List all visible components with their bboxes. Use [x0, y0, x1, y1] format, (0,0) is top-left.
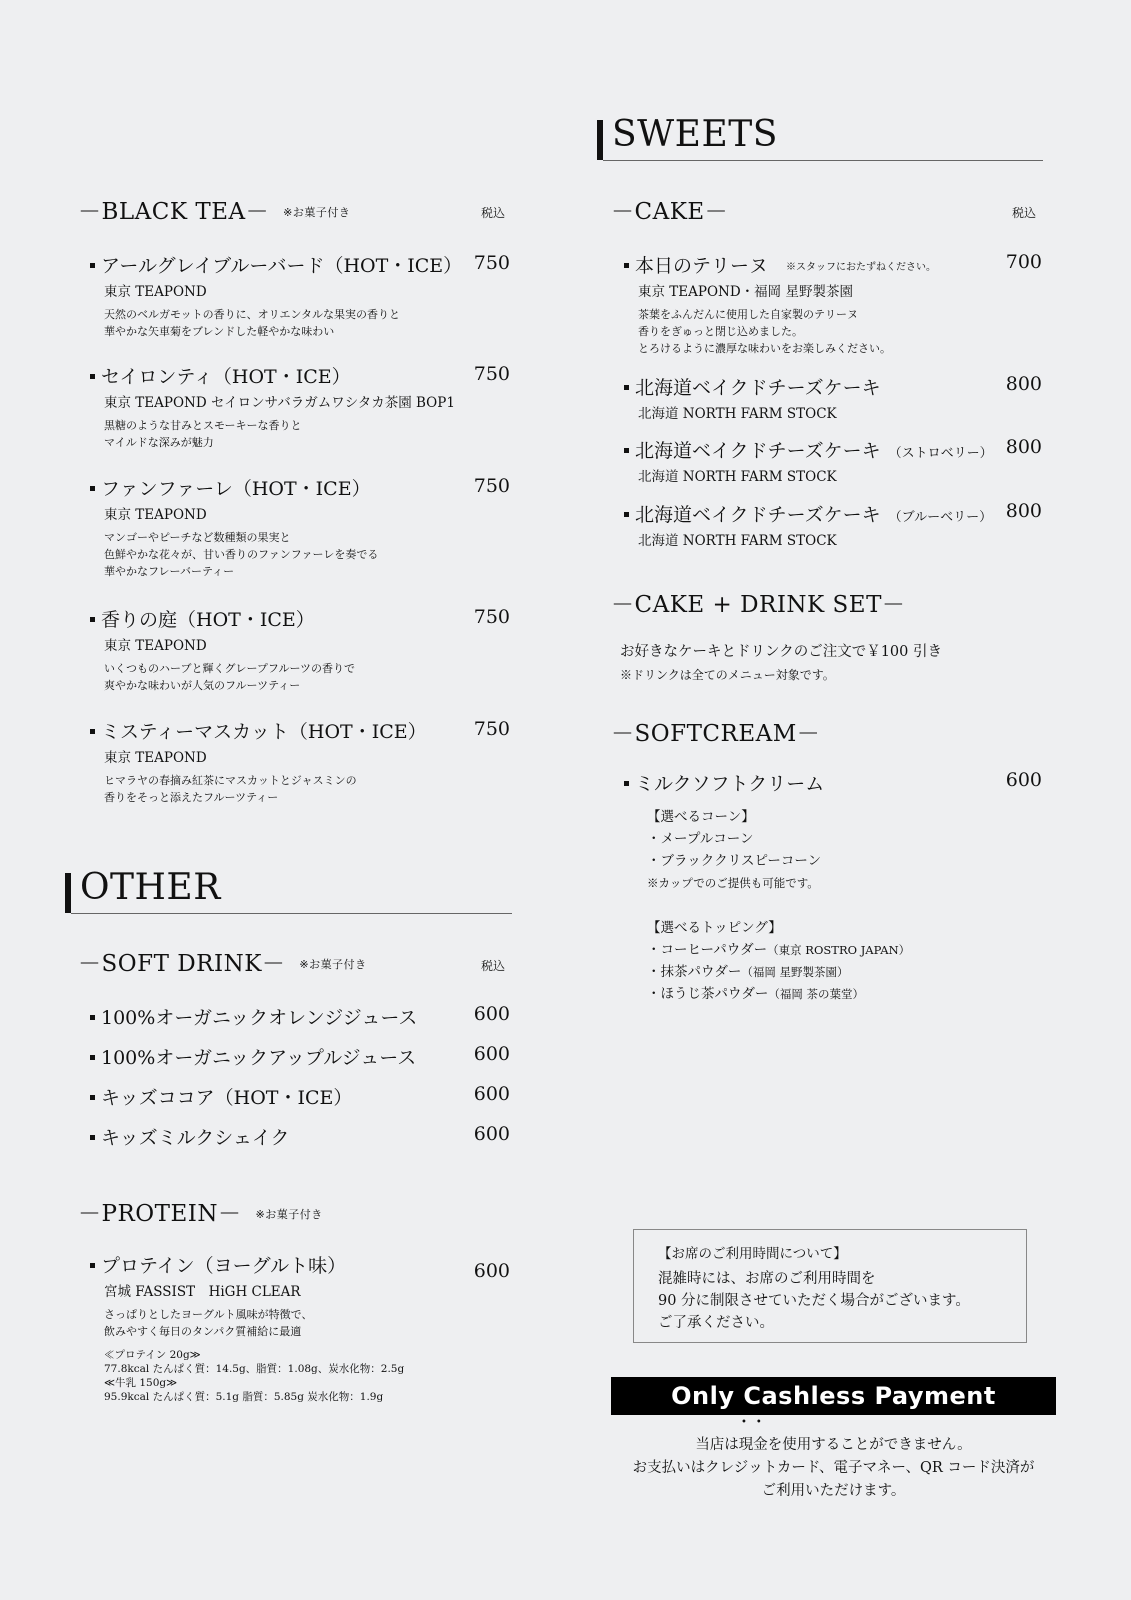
black-tea-title: －BLACK TEA－: [78, 199, 270, 225]
protein-note: ※お菓子付き: [255, 1208, 323, 1221]
item-description: いくつものハーブと輝くグレープフルーツの香りで 爽やかな味わいが人気のフルーツティー: [104, 662, 356, 692]
soft-drink-item: [90, 1043, 416, 1070]
item-price: 600: [473, 1123, 510, 1145]
sweets-title-bar: [597, 120, 603, 160]
item-origin: 東京 TEAPOND・福岡 星野製茶園: [638, 284, 853, 300]
item-name: ミスティーマスカット（HOT・ICE）: [101, 721, 427, 743]
item-origin: 北海道 NORTH FARM STOCK: [638, 533, 837, 549]
topping-option: ・抹茶パウダー: [647, 964, 742, 980]
item-price: 750: [473, 252, 510, 274]
topping-title: 【選べるトッピング】: [647, 920, 782, 936]
softcream-item: [624, 769, 824, 796]
other-title: OTHER: [80, 867, 221, 908]
bullet-icon: [624, 512, 629, 517]
protein-item: [90, 1251, 404, 1404]
cone-options: [647, 806, 821, 894]
item-origin: 東京 TEAPOND セイロンサバラガムワシタカ茶園 BOP1: [104, 395, 455, 411]
soft-drink-heading: [78, 945, 367, 978]
item-name: 北海道ベイクドチーズケーキ: [635, 504, 881, 526]
item-name: ミルクソフトクリーム: [635, 773, 825, 795]
set-offer-text: お好きなケーキとドリンクのご注文で￥100 引き: [620, 644, 942, 660]
bullet-icon: [90, 617, 95, 622]
bullet-icon: [90, 1135, 95, 1140]
protein-title: －PROTEIN－: [78, 1201, 242, 1227]
cake-item-cheesecake-strawberry: [624, 436, 993, 485]
notice-title: 【お席のご利用時間について】: [658, 1246, 847, 1262]
cashless-emphasis-dots: ••: [741, 1417, 771, 1428]
item-name: 100%オーガニックオレンジジュース: [101, 1007, 418, 1029]
set-offer-note: ※ドリンクは全てのメニュー対象です。: [620, 668, 835, 682]
cake-tax-label: 税込: [1012, 206, 1037, 220]
item-name: 香りの庭（HOT・ICE）: [101, 609, 315, 631]
tea-item-earl-grey: [90, 251, 462, 340]
black-tea-tax-label: 税込: [481, 206, 506, 220]
item-price: 800: [1005, 436, 1042, 458]
item-description: ヒマラヤの春摘み紅茶にマスカットとジャスミンの 香りをそっと添えたフルーツティー: [104, 774, 357, 804]
item-price: 600: [1005, 769, 1042, 791]
bullet-icon: [90, 1095, 95, 1100]
cake-item-cheesecake: [624, 373, 881, 422]
item-price: 800: [1005, 373, 1042, 395]
bullet-icon: [624, 385, 629, 390]
notice-body: 混雑時には、お席のご利用時間を 90 分に制限させていただく場合がございます。 ご了承ください。: [658, 1271, 970, 1331]
sweets-title: SWEETS: [612, 114, 778, 155]
item-origin: 宮城 FASSIST HiGH CLEAR: [104, 1284, 301, 1300]
item-description: 黒糖のような甘みとスモーキーな香りと マイルドな深みが魅力: [104, 419, 302, 449]
cashless-text: [611, 1434, 1056, 1503]
item-name: 北海道ベイクドチーズケーキ: [635, 440, 881, 462]
item-origin: 東京 TEAPOND: [104, 507, 207, 523]
item-price: 800: [1005, 500, 1042, 522]
item-name: ファンファーレ（HOT・ICE）: [101, 478, 371, 500]
item-origin: 北海道 NORTH FARM STOCK: [638, 469, 837, 485]
soft-drink-item: [90, 1003, 417, 1030]
item-price: 600: [473, 1043, 510, 1065]
topping-options: [647, 917, 910, 1005]
cashless-line: 当店は現金を使用することができません。: [695, 1437, 972, 1453]
protein-heading: [78, 1195, 323, 1228]
soft-drink-item: [90, 1123, 289, 1150]
item-origin: 東京 TEAPOND: [104, 638, 207, 654]
soft-drink-note: ※お菓子付き: [299, 958, 367, 971]
cone-title: 【選べるコーン】: [647, 809, 755, 825]
item-name: プロテイン（ヨーグルト味）: [101, 1255, 347, 1277]
item-price: 600: [473, 1083, 510, 1105]
item-name: アールグレイブルーバード（HOT・ICE）: [101, 255, 463, 277]
cake-drink-set-heading: －CAKE + DRINK SET－: [611, 592, 906, 618]
cup-note: ※カップでのご提供も可能です。: [647, 876, 819, 890]
item-description: 天然のベルガモットの香りに、オリエンタルな果実の香りと 華やかな矢車菊をブレンドした軽やかな味わい: [104, 308, 401, 338]
bullet-icon: [90, 1055, 95, 1060]
cashless-line: ご利用いただけます。: [761, 1483, 906, 1499]
item-price: 750: [473, 363, 510, 385]
item-price: 750: [473, 475, 510, 497]
cone-option: ・メープルコーン: [647, 831, 754, 847]
cone-option: ・ブラッククリスピーコーン: [647, 853, 822, 869]
item-variant: （ストロベリー）: [888, 446, 993, 461]
cake-item-terrine: [624, 251, 936, 357]
item-price: 600: [473, 1003, 510, 1025]
tea-item-misty-muscat: [90, 717, 427, 806]
item-name: キッズココア（HOT・ICE）: [101, 1087, 353, 1109]
cashless-banner: Only Cashless Payment: [611, 1377, 1056, 1415]
item-origin: 北海道 NORTH FARM STOCK: [638, 406, 837, 422]
seating-time-notice: [633, 1229, 1027, 1343]
nutrition-facts: ≪プロテイン 20g≫ 77.8kcal たんぱく質：14.5g、脂質：1.08g、炭水化物：2.5g ≪牛乳 150g≫ 95.9kcal たんぱく質：5.1g 脂質：5.85g 炭水化物：1.9g: [104, 1349, 405, 1403]
soft-drink-item: [90, 1083, 352, 1110]
bullet-icon: [90, 486, 95, 491]
tea-item-ceylon: [90, 362, 455, 451]
topping-origin: （東京 ROSTRO JAPAN）: [767, 943, 911, 957]
item-price: 750: [473, 606, 510, 628]
cashless-line: お支払いはクレジットカード、電子マネー、QR コード決済が: [632, 1460, 1035, 1476]
item-origin: 東京 TEAPOND: [104, 750, 207, 766]
bullet-icon: [90, 1015, 95, 1020]
cake-heading: －CAKE－: [611, 199, 729, 225]
softcream-heading: －SOFTCREAM－: [611, 721, 821, 747]
item-name: セイロンティ（HOT・ICE）: [101, 366, 351, 388]
tea-item-garden: [90, 605, 355, 694]
item-name: 100%オーガニックアップルジュース: [101, 1047, 417, 1069]
bullet-icon: [90, 1263, 95, 1268]
item-variant: （ブルーベリー）: [888, 510, 993, 525]
topping-option: ・コーヒーパウダー: [647, 942, 768, 958]
soft-drink-title: －SOFT DRINK－: [78, 951, 286, 977]
other-title-bar: [65, 873, 71, 913]
black-tea-heading: [78, 193, 350, 226]
bullet-icon: [624, 781, 629, 786]
black-tea-note: ※お菓子付き: [283, 206, 351, 219]
item-price: 750: [473, 718, 510, 740]
topping-origin: （福岡 星野製茶園）: [741, 965, 849, 979]
item-name: 本日のテリーヌ: [635, 255, 769, 277]
bullet-icon: [624, 448, 629, 453]
cake-item-cheesecake-blueberry: [624, 500, 992, 549]
bullet-icon: [90, 263, 95, 268]
bullet-icon: [624, 263, 629, 268]
item-description: さっぱりとしたヨーグルト風味が特徴で、 飲みやすく毎日のタンパク質補給に最適: [104, 1308, 313, 1338]
other-divider: [71, 913, 512, 914]
item-price: 700: [1005, 251, 1042, 273]
item-name: キッズミルクシェイク: [101, 1127, 290, 1149]
item-price: 600: [473, 1260, 510, 1282]
topping-option: ・ほうじ茶パウダー: [647, 986, 769, 1002]
tea-item-fanfare: [90, 474, 378, 580]
item-origin: 東京 TEAPOND: [104, 284, 207, 300]
topping-origin: （福岡 茶の葉堂）: [768, 987, 865, 1001]
item-name: 北海道ベイクドチーズケーキ: [635, 377, 881, 399]
item-description: 茶葉をふんだんに使用した自家製のテリーヌ 香りをぎゅっと閉じ込めました。 とろけるように濃厚な味わいをお楽しみください。: [638, 308, 891, 355]
item-description: マンゴーやピーチなど数種類の果実と 色鮮やかな花々が、甘い香りのファンファーレを奏でる 華やかなフレーバーティー: [104, 531, 379, 578]
sweets-divider: [603, 160, 1043, 161]
soft-drink-tax-label: 税込: [481, 959, 506, 973]
item-note: ※スタッフにおたずねください。: [786, 262, 937, 273]
bullet-icon: [90, 729, 95, 734]
bullet-icon: [90, 374, 95, 379]
